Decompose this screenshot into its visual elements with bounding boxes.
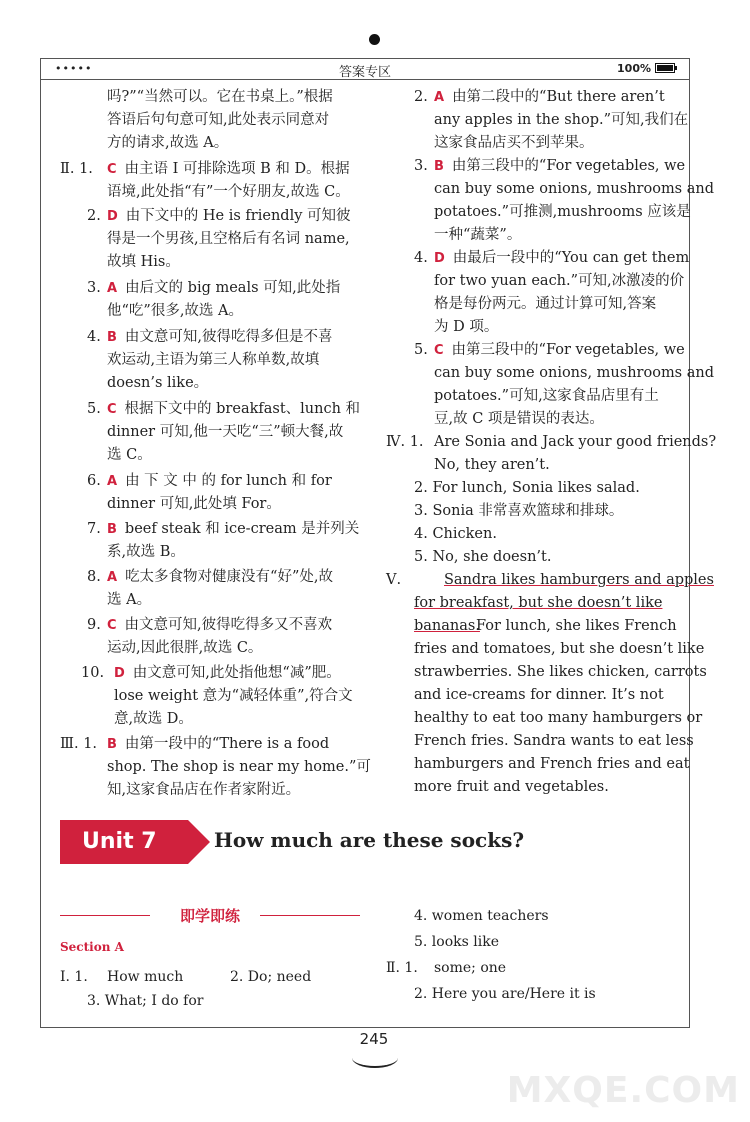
item-number: 10. [81,665,105,681]
item-number: 3. [87,280,101,296]
header-title: 答案专区 [338,65,391,80]
left-line: 欢运动,主语为第三人称单数,故填 [107,352,320,368]
answer-item [107,205,351,228]
answer-item [107,518,359,541]
section-ii-marker: Ⅱ. 1. [60,161,93,177]
item-number: 8. [87,569,101,585]
answer-item [107,277,340,300]
answer-letter: C [107,162,117,177]
right-line: potatoes.”可知,这家食品店里有土 [434,388,659,404]
item-number: 7. [87,521,101,537]
item-number: 4. [414,250,428,266]
answer-text: 由文意可知,此处指他想“减”肥。 [132,665,341,681]
answer-letter: A [107,570,118,585]
answer-text: 由最后一段中的“You can get them [452,250,690,266]
section-a-label: Section A [60,940,124,954]
heading-rule-left [60,915,150,916]
answer-item [434,339,685,362]
left-line: 答语后句句意可知,此处表示同意对 [107,112,330,128]
left-line: shop. The shop is near my home.”可 [107,759,371,775]
essay-line: and ice-creams for dinner. It’s not [414,687,664,703]
answer-letter: B [107,330,117,345]
left-line: 运动,因此很胖,故选 C。 [107,640,263,656]
answer-text: 由文意可知,彼得吃得多但是不喜 [124,329,333,345]
item-number: 4. [87,329,101,345]
answer-line: 4. Chicken. [414,526,497,542]
item-number: 3. [414,158,428,174]
answer-letter: B [107,737,117,752]
answer-line: 5. looks like [414,934,499,950]
right-line: can buy some onions, mushrooms and [434,365,715,381]
right-line: 为 D 项。 [434,319,499,335]
unit-tag: Unit 7 [60,820,188,864]
answer-letter: A [434,90,445,105]
answer-item [107,326,333,349]
essay-line: bananas. [414,618,480,634]
answer-text: 由第三段中的“For vegetables, we [451,158,686,174]
essay-line: For lunch, she likes French [476,618,677,634]
answer-text: 根据下文中的 breakfast、lunch 和 [124,401,361,417]
answer-line: some; one [434,960,507,976]
item-number: 5. [87,401,101,417]
answer-text: 由下文中的 He is friendly 可知彼 [125,208,351,224]
right-line: 豆,故 C 项是错误的表达。 [434,411,604,427]
answer-line: 3. What; I do for [87,993,204,1009]
answer-letter: D [107,209,118,224]
answer-item [434,155,685,178]
left-line: 系,故选 B。 [107,544,185,560]
answer-item [434,247,689,270]
right-line: can buy some onions, mushrooms and [434,181,715,197]
page-number-arc [352,1048,398,1068]
left-line: 吗?”“当然可以。它在书桌上。”根据 [107,89,333,105]
answer-text: 由文意可知,彼得吃得多又不喜欢 [124,617,333,633]
answer-letter: B [434,159,444,174]
watermark: MXQE.COM [506,1070,740,1111]
battery-percent: 100% [617,62,651,75]
answer-letter: D [114,666,125,681]
practice-heading-text: 即学即练 [179,907,240,925]
left-line: 知,这家食品店在作者家附近。 [107,782,301,798]
answer-line: 4. women teachers [414,908,549,924]
answer-item [107,566,333,589]
unit-title: How much are these socks? [214,828,525,852]
essay-line: more fruit and vegetables. [414,779,609,795]
battery-icon [655,63,675,73]
status-bar [41,59,689,80]
answer-line: No, they aren’t. [434,457,550,473]
left-line: 得是一个男孩,且空格后有名词 name, [107,231,350,247]
unit-arrow-shape [188,820,210,864]
left-line: 语境,此处指“有”一个好朋友,故选 C。 [107,184,350,200]
right-line: 一种“蔬菜”。 [434,227,522,243]
left-line: 故填 His。 [107,254,180,270]
essay-line: Sandra likes hamburgers and apples [444,572,714,588]
answer-item [114,662,341,685]
answer-item [107,733,329,756]
right-line: for two yuan each.”可知,冰激凌的价 [434,273,685,289]
answer-text: 由主语 I 可排除选项 B 和 D。根据 [124,161,350,177]
answer-line: 5. No, she doesn’t. [414,549,552,565]
answer-text: beef steak 和 ice-cream 是并列关 [124,521,360,537]
answer-letter: C [434,343,444,358]
section-v-marker: Ⅴ. [386,572,402,588]
answer-letter: A [107,474,118,489]
top-dot [369,34,380,45]
answer-letter: A [107,281,118,296]
item-number: 6. [87,473,101,489]
section-i-marker: Ⅰ. 1. [60,969,88,985]
answer-line: 3. Sonia 非常喜欢篮球和排球。 [414,503,624,519]
answer-letter: D [434,251,445,266]
answer-line: 2. Do; need [230,969,312,985]
answer-letter: C [107,402,117,417]
left-line: dinner 可知,此处填 For。 [107,496,281,512]
left-line: 选 C。 [107,447,152,463]
answer-text: 由 下 文 中 的 for lunch 和 for [125,473,332,489]
essay-line: hamburgers and French fries and eat [414,756,690,772]
item-number: 5. [414,342,428,358]
answer-line: Are Sonia and Jack your good friends? [434,434,717,450]
answer-text: 由第三段中的“For vegetables, we [451,342,685,358]
left-line: 他“吃”很多,故选 A。 [107,303,244,319]
practice-heading [60,905,360,925]
answer-line: How much [107,969,184,985]
signal-indicator: ••••• [55,62,93,75]
section-iii-marker: Ⅲ. 1. [60,736,98,752]
answer-item [107,158,350,181]
answer-text: 由后文的 big meals 可知,此处指 [125,280,341,296]
right-line: 格是每份两元。通过计算可知,答案 [434,296,657,312]
section-ii-marker: Ⅱ. 1. [386,960,418,976]
answer-text: 由第二段中的“But there aren’t [452,89,665,105]
answer-letter: B [107,522,117,537]
essay-line: for breakfast, but she doesn’t like [414,595,663,611]
left-line: doesn’s like。 [107,375,209,391]
left-line: lose weight 意为“减轻体重”,符合文 [114,688,353,704]
item-number: 2. [414,89,428,105]
answer-item [434,86,665,109]
right-line: potatoes.”可推测,mushrooms 应该是 [434,204,691,220]
left-line: 方的请求,故选 A。 [107,135,229,151]
essay-line: French fries. Sandra wants to eat less [414,733,694,749]
answer-text: 由第一段中的“There is a food [124,736,330,752]
battery-status [617,62,675,75]
answer-text: 吃太多食物对健康没有“好”处,故 [125,569,333,585]
left-line: 意,故选 D。 [114,711,193,727]
answer-line: 2. Here you are/Here it is [414,986,596,1002]
heading-rule-right [260,915,360,916]
right-line: 这家食品店买不到苹果。 [434,135,594,151]
answer-letter: C [107,618,117,633]
answer-item [107,398,360,421]
essay-line: strawberries. She likes chicken, carrots [414,664,707,680]
answer-item [107,614,332,637]
right-line: any apples in the shop.”可知,我们在 [434,112,689,128]
answer-line: 2. For lunch, Sonia likes salad. [414,480,640,496]
item-number: 9. [87,617,101,633]
left-line: dinner 可知,他一天吃“三”顿大餐,故 [107,424,344,440]
item-number: 2. [87,208,101,224]
essay-line: healthy to eat too many hamburgers or [414,710,703,726]
essay-line: fries and tomatoes, but she doesn’t like [414,641,705,657]
page-number: 245 [359,1030,389,1048]
left-line: 选 A。 [107,592,152,608]
section-iv-marker: Ⅳ. 1. [386,434,424,450]
answer-item [107,470,332,493]
